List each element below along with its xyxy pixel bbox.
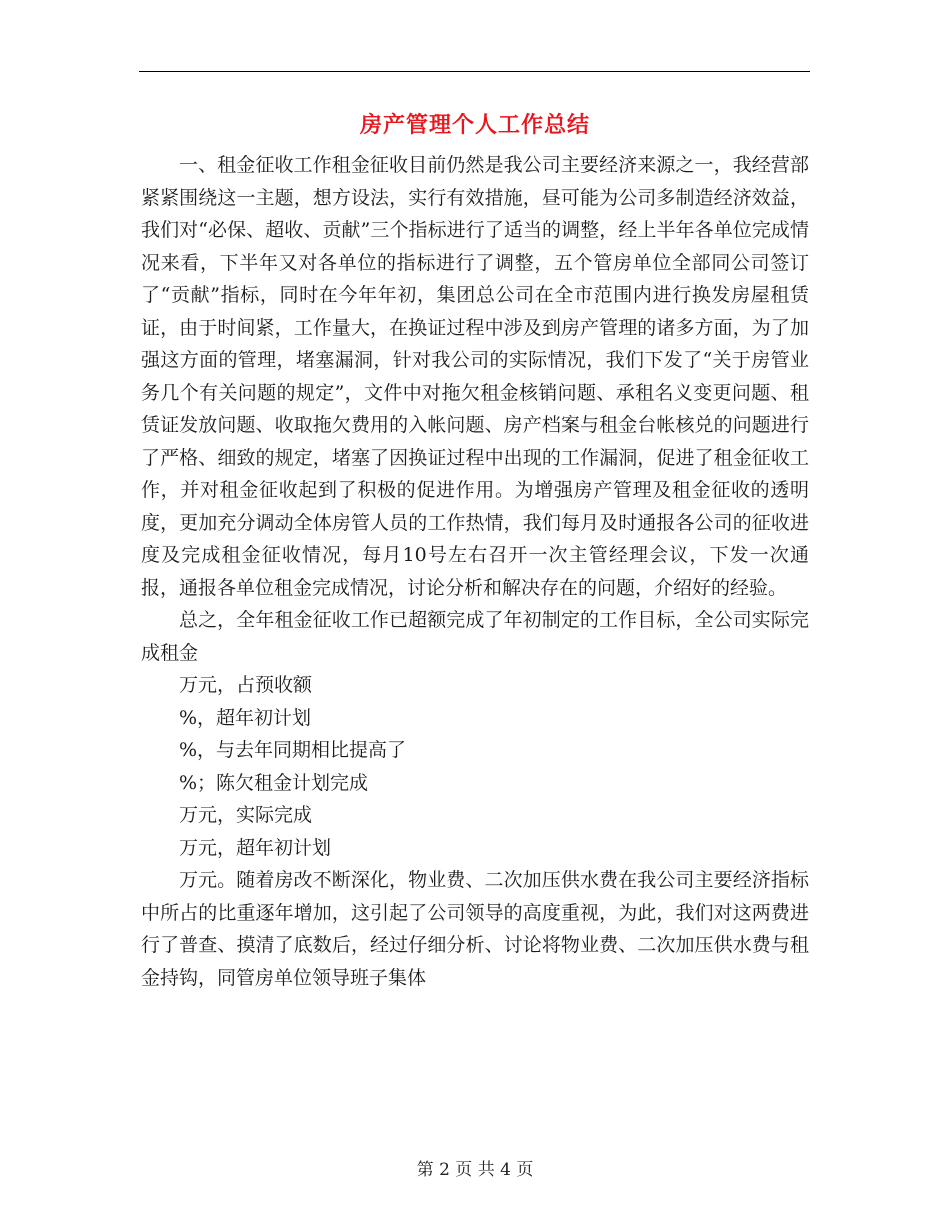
page-number: 第 2 页 共 4 页 [416,1160,534,1180]
summary-segment: %，超年初计划 [179,706,312,729]
summary-segment: 万元，超年初计划 [179,836,332,859]
summary-segment: 万元，实际完成 [179,804,313,826]
summary-segment: %，与去年同期相比提高了 [179,739,407,761]
paragraph-property-fees: 万元。随着房改不断深化，物业费、二次加压供水费在我公司主要经济指标中所占的比重逐年增加，这引起了公司领导的高度重视，为此，我们对这两费进行了普查、摸清了底数后，经过仔细分析、讨论将物业费、二次加压供水费与租金持钩，同管房单位领导班子集体 [141,869,809,989]
summary-segment: %；陈欠租金计划完成 [179,771,369,794]
header-rule [139,71,810,72]
document-title: 房产管理个人工作总结 [359,112,590,138]
document-body [141,149,809,994]
summary-segment: 万元，占预收额 [179,674,313,696]
paragraph-summary: 总之，全年租金征收工作已超额完成了年初制定的工作目标，全公司实际完成租金 [141,609,809,664]
paragraph-rent-collection: 一、租金征收工作租金征收目前仍然是我公司主要经济来源之一，我经营部紧紧围绕这一主题，想方设法，实行有效措施，昼可能为公司多制造经济效益，我们对“必保、超收、贡献”三个指标进行了适当的调整，经上半年各单位完成情况来看，下半年又对各单位的指标进行了调整，五个管房单位全部同公司签订了“贡献”指标，同时在今年年初，集团总公司在全市范围内进行换发房屋租赁证，由于时间紧，工作量大，在换证过程中涉及到房产管理的诸多方面，为了加强这方面的管理，堵塞漏洞，针对我公司的实际情况，我们下发了“关于房管业务几个有关问题的规定”，文件中对拖欠租金核销问题、承租名义变更问题、租赁证发放问题、收取拖欠费用的入帐问题、房产档案与租金台帐核兑的问题进行了严格、细致的规定，堵塞了因换证过程中出现的工作漏洞，促进了租金征收工作，并对租金征收起到了积极的促进作用。为增强房产管理及租金征收的透明度，更加充分调动全体房管人员的工作热情，我们每月及时通报各公司的征收进度及完成租金征收情况，每月10号左右召开一次主管经理会议，下发一次通报，通报各单位租金完成情况，讨论分析和解决存在的问题，介绍好的经验。 [141,154,809,599]
